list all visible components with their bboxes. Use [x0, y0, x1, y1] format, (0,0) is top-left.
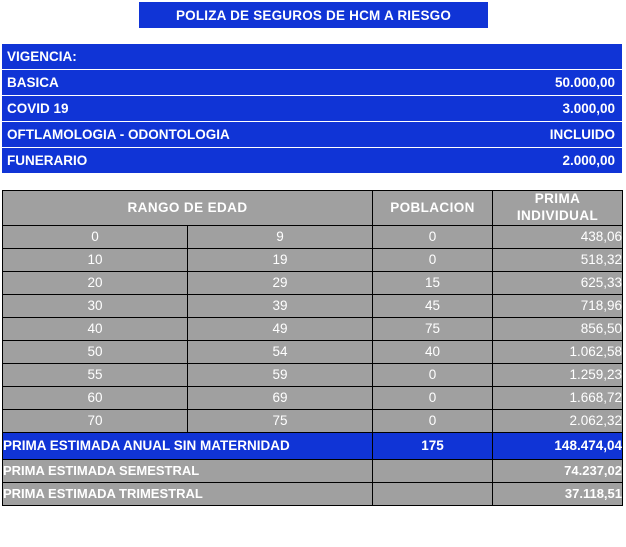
subtotal-row-trimestral — [3, 482, 623, 505]
table-row — [3, 409, 623, 432]
cell-edad-hasta: 59 — [188, 363, 373, 386]
info-value: 2.000,00 — [562, 152, 615, 168]
cell-prima-individual: 625,33 — [493, 271, 623, 294]
cell-edad-desde: 70 — [3, 409, 188, 432]
prima-header-line2: INDIVIDUAL — [516, 207, 599, 223]
cell-edad-desde: 30 — [3, 294, 188, 317]
subtotal-row-semestral — [3, 459, 623, 482]
subtotal-blank-cell — [373, 459, 493, 482]
cell-edad-desde: 20 — [3, 271, 188, 294]
cell-prima-individual: 2.062,32 — [493, 409, 623, 432]
cell-edad-hasta: 19 — [188, 248, 373, 271]
total-row-anual — [3, 432, 623, 459]
cell-poblacion: 0 — [373, 363, 493, 386]
info-row-covid — [2, 96, 622, 121]
info-row-vigencia — [2, 44, 622, 69]
cell-edad-hasta: 49 — [188, 317, 373, 340]
cell-edad-hasta: 54 — [188, 340, 373, 363]
cell-prima-individual: 518,32 — [493, 248, 623, 271]
cell-edad-desde: 10 — [3, 248, 188, 271]
total-prima: 148.474,04 — [493, 432, 623, 459]
cell-poblacion: 0 — [373, 409, 493, 432]
cell-poblacion: 75 — [373, 317, 493, 340]
cell-prima-individual: 856,50 — [493, 317, 623, 340]
cell-poblacion: 0 — [373, 225, 493, 248]
cell-poblacion: 40 — [373, 340, 493, 363]
info-value: 50.000,00 — [554, 74, 615, 90]
info-value: 3.000,00 — [562, 100, 615, 116]
cell-prima-individual: 1.259,23 — [493, 363, 623, 386]
cell-prima-individual: 718,96 — [493, 294, 623, 317]
info-value: INCLUIDO — [549, 126, 615, 142]
info-row-oftalmologia-odontologia — [2, 122, 622, 147]
cell-poblacion: 0 — [373, 386, 493, 409]
policy-info-block — [2, 44, 622, 173]
cell-poblacion: 15 — [373, 271, 493, 294]
info-label: VIGENCIA: — [7, 48, 77, 64]
cell-edad-desde: 0 — [3, 225, 188, 248]
total-label: PRIMA ESTIMADA ANUAL SIN MATERNIDAD — [3, 432, 373, 459]
table-row — [3, 294, 623, 317]
subtotal-label: PRIMA ESTIMADA TRIMESTRAL — [3, 482, 373, 505]
info-label: FUNERARIO — [7, 152, 88, 168]
cell-prima-individual: 1.668,72 — [493, 386, 623, 409]
subtotal-value: 37.118,51 — [493, 482, 623, 505]
cell-edad-desde: 60 — [3, 386, 188, 409]
column-header-prima-individual — [493, 191, 623, 226]
age-range-table — [2, 190, 623, 506]
column-header-rango-de-edad: RANGO DE EDAD — [3, 191, 373, 226]
prima-header-line1: PRIMA — [534, 191, 581, 206]
table-row — [3, 225, 623, 248]
cell-edad-desde: 40 — [3, 317, 188, 340]
subtotal-value: 74.237,02 — [493, 459, 623, 482]
table-header-row — [3, 191, 623, 226]
cell-edad-hasta: 39 — [188, 294, 373, 317]
cell-edad-desde: 55 — [3, 363, 188, 386]
cell-edad-desde: 50 — [3, 340, 188, 363]
table-row — [3, 248, 623, 271]
table-row — [3, 386, 623, 409]
info-label: COVID 19 — [7, 100, 69, 116]
cell-edad-hasta: 29 — [188, 271, 373, 294]
cell-prima-individual: 1.062,58 — [493, 340, 623, 363]
table-row — [3, 271, 623, 294]
table-row — [3, 317, 623, 340]
cell-poblacion: 45 — [373, 294, 493, 317]
info-label: OFTLAMOLOGIA - ODONTOLOGIA — [7, 126, 230, 142]
info-row-basica — [2, 70, 622, 95]
subtotal-label: PRIMA ESTIMADA SEMESTRAL — [3, 459, 373, 482]
subtotal-blank-cell — [373, 482, 493, 505]
table-row — [3, 340, 623, 363]
cell-poblacion: 0 — [373, 248, 493, 271]
total-poblacion: 175 — [373, 432, 493, 459]
column-header-poblacion: POBLACION — [373, 191, 493, 226]
page-title: POLIZA DE SEGUROS DE HCM A RIESGO — [139, 2, 488, 28]
table-row — [3, 363, 623, 386]
info-label: BASICA — [7, 74, 59, 90]
cell-edad-hasta: 9 — [188, 225, 373, 248]
info-value — [482, 44, 622, 68]
info-row-funerario — [2, 148, 622, 173]
cell-edad-hasta: 75 — [188, 409, 373, 432]
cell-prima-individual: 438,06 — [493, 225, 623, 248]
cell-edad-hasta: 69 — [188, 386, 373, 409]
